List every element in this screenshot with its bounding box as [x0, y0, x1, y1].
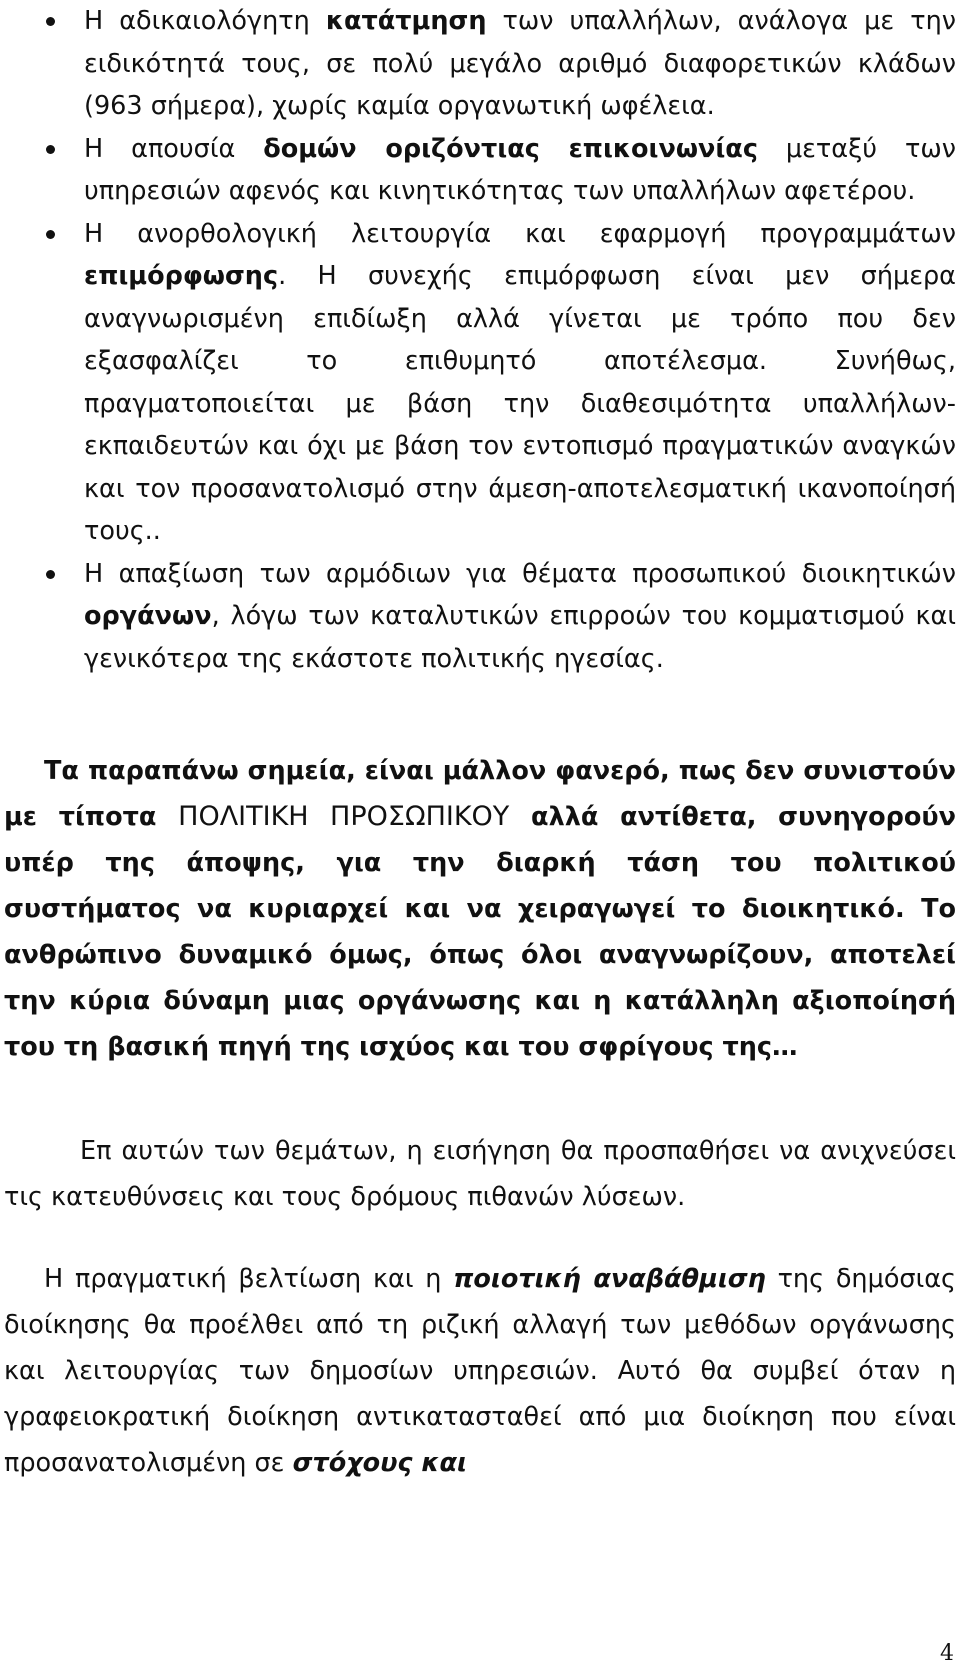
emphasis-text: στόχους και: [292, 1448, 467, 1478]
text: Η ανορθολογική λειτουργία και εφαρμογή προγραμμάτων: [84, 218, 956, 249]
page-number: 4: [940, 1641, 954, 1666]
list-item: [84, 0, 956, 128]
emphasis-text: ποιοτική αναβάθμιση: [453, 1264, 766, 1294]
text: Τα παραπάνω σημεία, είναι μάλλον φανερό, πως δεν συνιστούν με τίποτα: [4, 756, 956, 832]
text: . Η συνεχής επιμόρφωση είναι μεν σήμερα αναγνωρισμένη επιδίωξη αλλά γίνεται με τρόπο που δεν εξασφαλίζει το επιθυμητό αποτέλεσμα. Συνήθως, πραγματοποιείται με βάση την διαθεσιμότητα υπαλλήλων-εκπαιδευτών και όχι με βάση τον εντοπισμό πραγματικών αναγκών και τον προσανατολισμό στην άμεση-αποτελεσματική ικανοποίησή τους..: [84, 261, 956, 546]
emphasis-text: δομών οριζόντιας επικοινωνίας: [263, 133, 758, 164]
list-item: [84, 553, 956, 681]
text: των υπαλλήλων, ανάλογα με την ειδικότητά τους, σε πολύ μεγάλο αριθμό διαφορετικών κλάδων (963 σήμερα), χωρίς καμία οργανωτική ωφέλεια.: [84, 6, 956, 121]
caps-text: ΠΟΛΙΤΙΚΗ ΠΡΟΣΩΠΙΚΟΥ: [178, 801, 510, 832]
emphasis-text: οργάνων: [84, 601, 212, 631]
text: Η απουσία: [84, 133, 264, 164]
problem-list: [84, 0, 956, 680]
list-item: [84, 128, 956, 213]
text: Η πραγματική βελτίωση και η: [44, 1264, 454, 1294]
intro-paragraph: [4, 1128, 956, 1220]
text: Επ αυτών των θεμάτων, η εισήγηση θα προσπαθήσει να ανιχνεύσει τις κατευθύνσεις και τους δρόμους πιθανών λύσεων.: [4, 1136, 956, 1212]
conclusion-paragraph: [4, 748, 956, 1070]
text: της δημόσιας διοίκησης θα προέλθει από τη ριζική αλλαγή των μεθόδων οργάνωσης και λειτουργίας των δημοσίων υπηρεσιών. Αυτό θα συμβεί όταν η γραφειοκρατική διοίκηση αντικατασταθεί από μια διοίκηση που είναι προσανατολισμένη σε: [4, 1264, 956, 1478]
text: αλλά αντίθετα, συνηγορούν υπέρ της άποψης, για την διαρκή τάση του πολιτικού συστήματος να κυριαρχεί και να χειραγωγεί το διοικητικό. Το ανθρώπινο δυναμικό όμως, όπως όλοι αναγνωρίζουν, αποτελεί την κύρια δύναμη μιας οργάνωσης και η κατάλληλη αξιοποίησή του τη βασική πηγή της ισχύος και του σφρίγους της…: [4, 802, 957, 1062]
emphasis-text: κατάτμηση: [325, 6, 487, 36]
text: Η απαξίωση των αρμόδιων για θέματα προσωπικού διοικητικών: [84, 558, 956, 589]
text: Η αδικαιολόγητη: [84, 6, 326, 36]
emphasis-text: επιμόρφωσης: [84, 261, 279, 291]
text: , λόγω των καταλυτικών επιρροών του κομματισμού και γενικότερα της εκάστοτε πολιτικής ηγεσίας.: [84, 601, 956, 674]
list-item: [84, 213, 956, 553]
text: μεταξύ των υπηρεσιών αφενός και κινητικότητας των υπαλλήλων αφετέρου.: [84, 133, 956, 206]
improvement-paragraph: [4, 1256, 956, 1486]
